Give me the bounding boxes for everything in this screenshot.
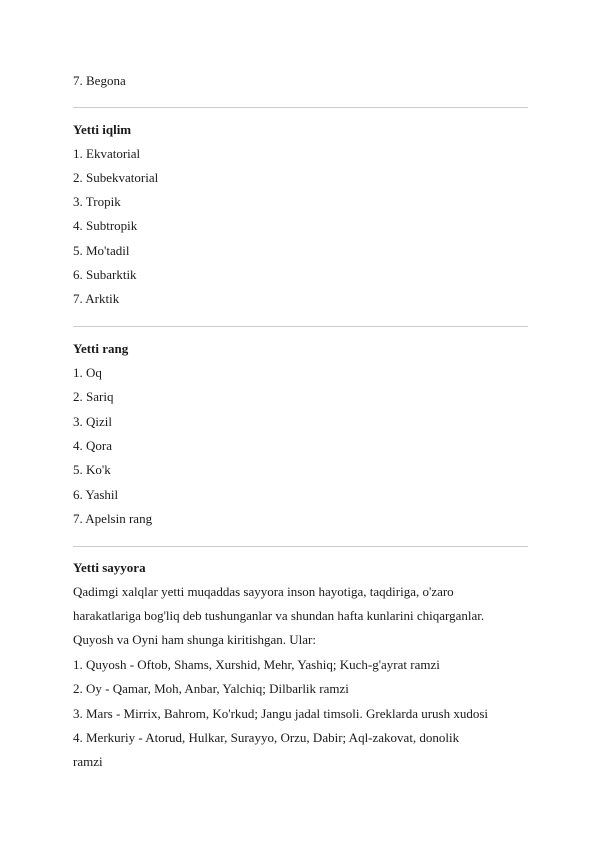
- list-item: 7. Arktik: [73, 291, 120, 306]
- list-item-continuation: ramzi: [73, 754, 103, 769]
- list-item-begona: 7. Begona: [73, 73, 126, 88]
- list-item: 5. Ko'k: [73, 462, 111, 477]
- paragraph-line: Qadimgi xalqlar yetti muqaddas sayyora inson hayotiga, taqdiriga, o'zaro: [73, 584, 454, 599]
- divider: [73, 326, 528, 327]
- list-item: 4. Qora: [73, 438, 112, 453]
- section-title-iqlim: Yetti iqlim: [73, 122, 132, 137]
- paragraph-line: Quyosh va Oyni ham shunga kiritishgan. Ular:: [73, 632, 316, 647]
- section-title-rang: Yetti rang: [73, 341, 129, 356]
- list-item: 4. Merkuriy - Atorud, Hulkar, Surayyo, Orzu, Dabir; Aql-zakovat, donolik: [73, 730, 460, 745]
- list-item: 6. Yashil: [73, 487, 119, 502]
- divider: [73, 107, 528, 108]
- list-item: 4. Subtropik: [73, 218, 138, 233]
- paragraph-line: harakatlariga bog'liq deb tushunganlar va shundan hafta kunlarini chiqarganlar.: [73, 608, 485, 623]
- list-item: 2. Subekvatorial: [73, 170, 159, 185]
- list-item: 2. Oy - Qamar, Moh, Anbar, Yalchiq; Dilbarlik ramzi: [73, 681, 349, 696]
- divider: [73, 546, 528, 547]
- list-item: 1. Quyosh - Oftob, Shams, Xurshid, Mehr, Yashiq; Kuch-g'ayrat ramzi: [73, 657, 440, 672]
- list-item: 3. Mars - Mirrix, Bahrom, Ko'rkud; Jangu jadal timsoli. Greklarda urush xudosi: [73, 706, 489, 721]
- list-item: 7. Apelsin rang: [73, 511, 153, 526]
- list-item: 1. Oq: [73, 365, 102, 380]
- list-item: 2. Sariq: [73, 389, 114, 404]
- list-item: 3. Qizil: [73, 414, 112, 429]
- list-item: 6. Subarktik: [73, 267, 137, 282]
- section-title-sayyora: Yetti sayyora: [73, 560, 146, 575]
- list-item: 1. Ekvatorial: [73, 146, 141, 161]
- list-item: 3. Tropik: [73, 194, 121, 209]
- list-item: 5. Mo'tadil: [73, 243, 130, 258]
